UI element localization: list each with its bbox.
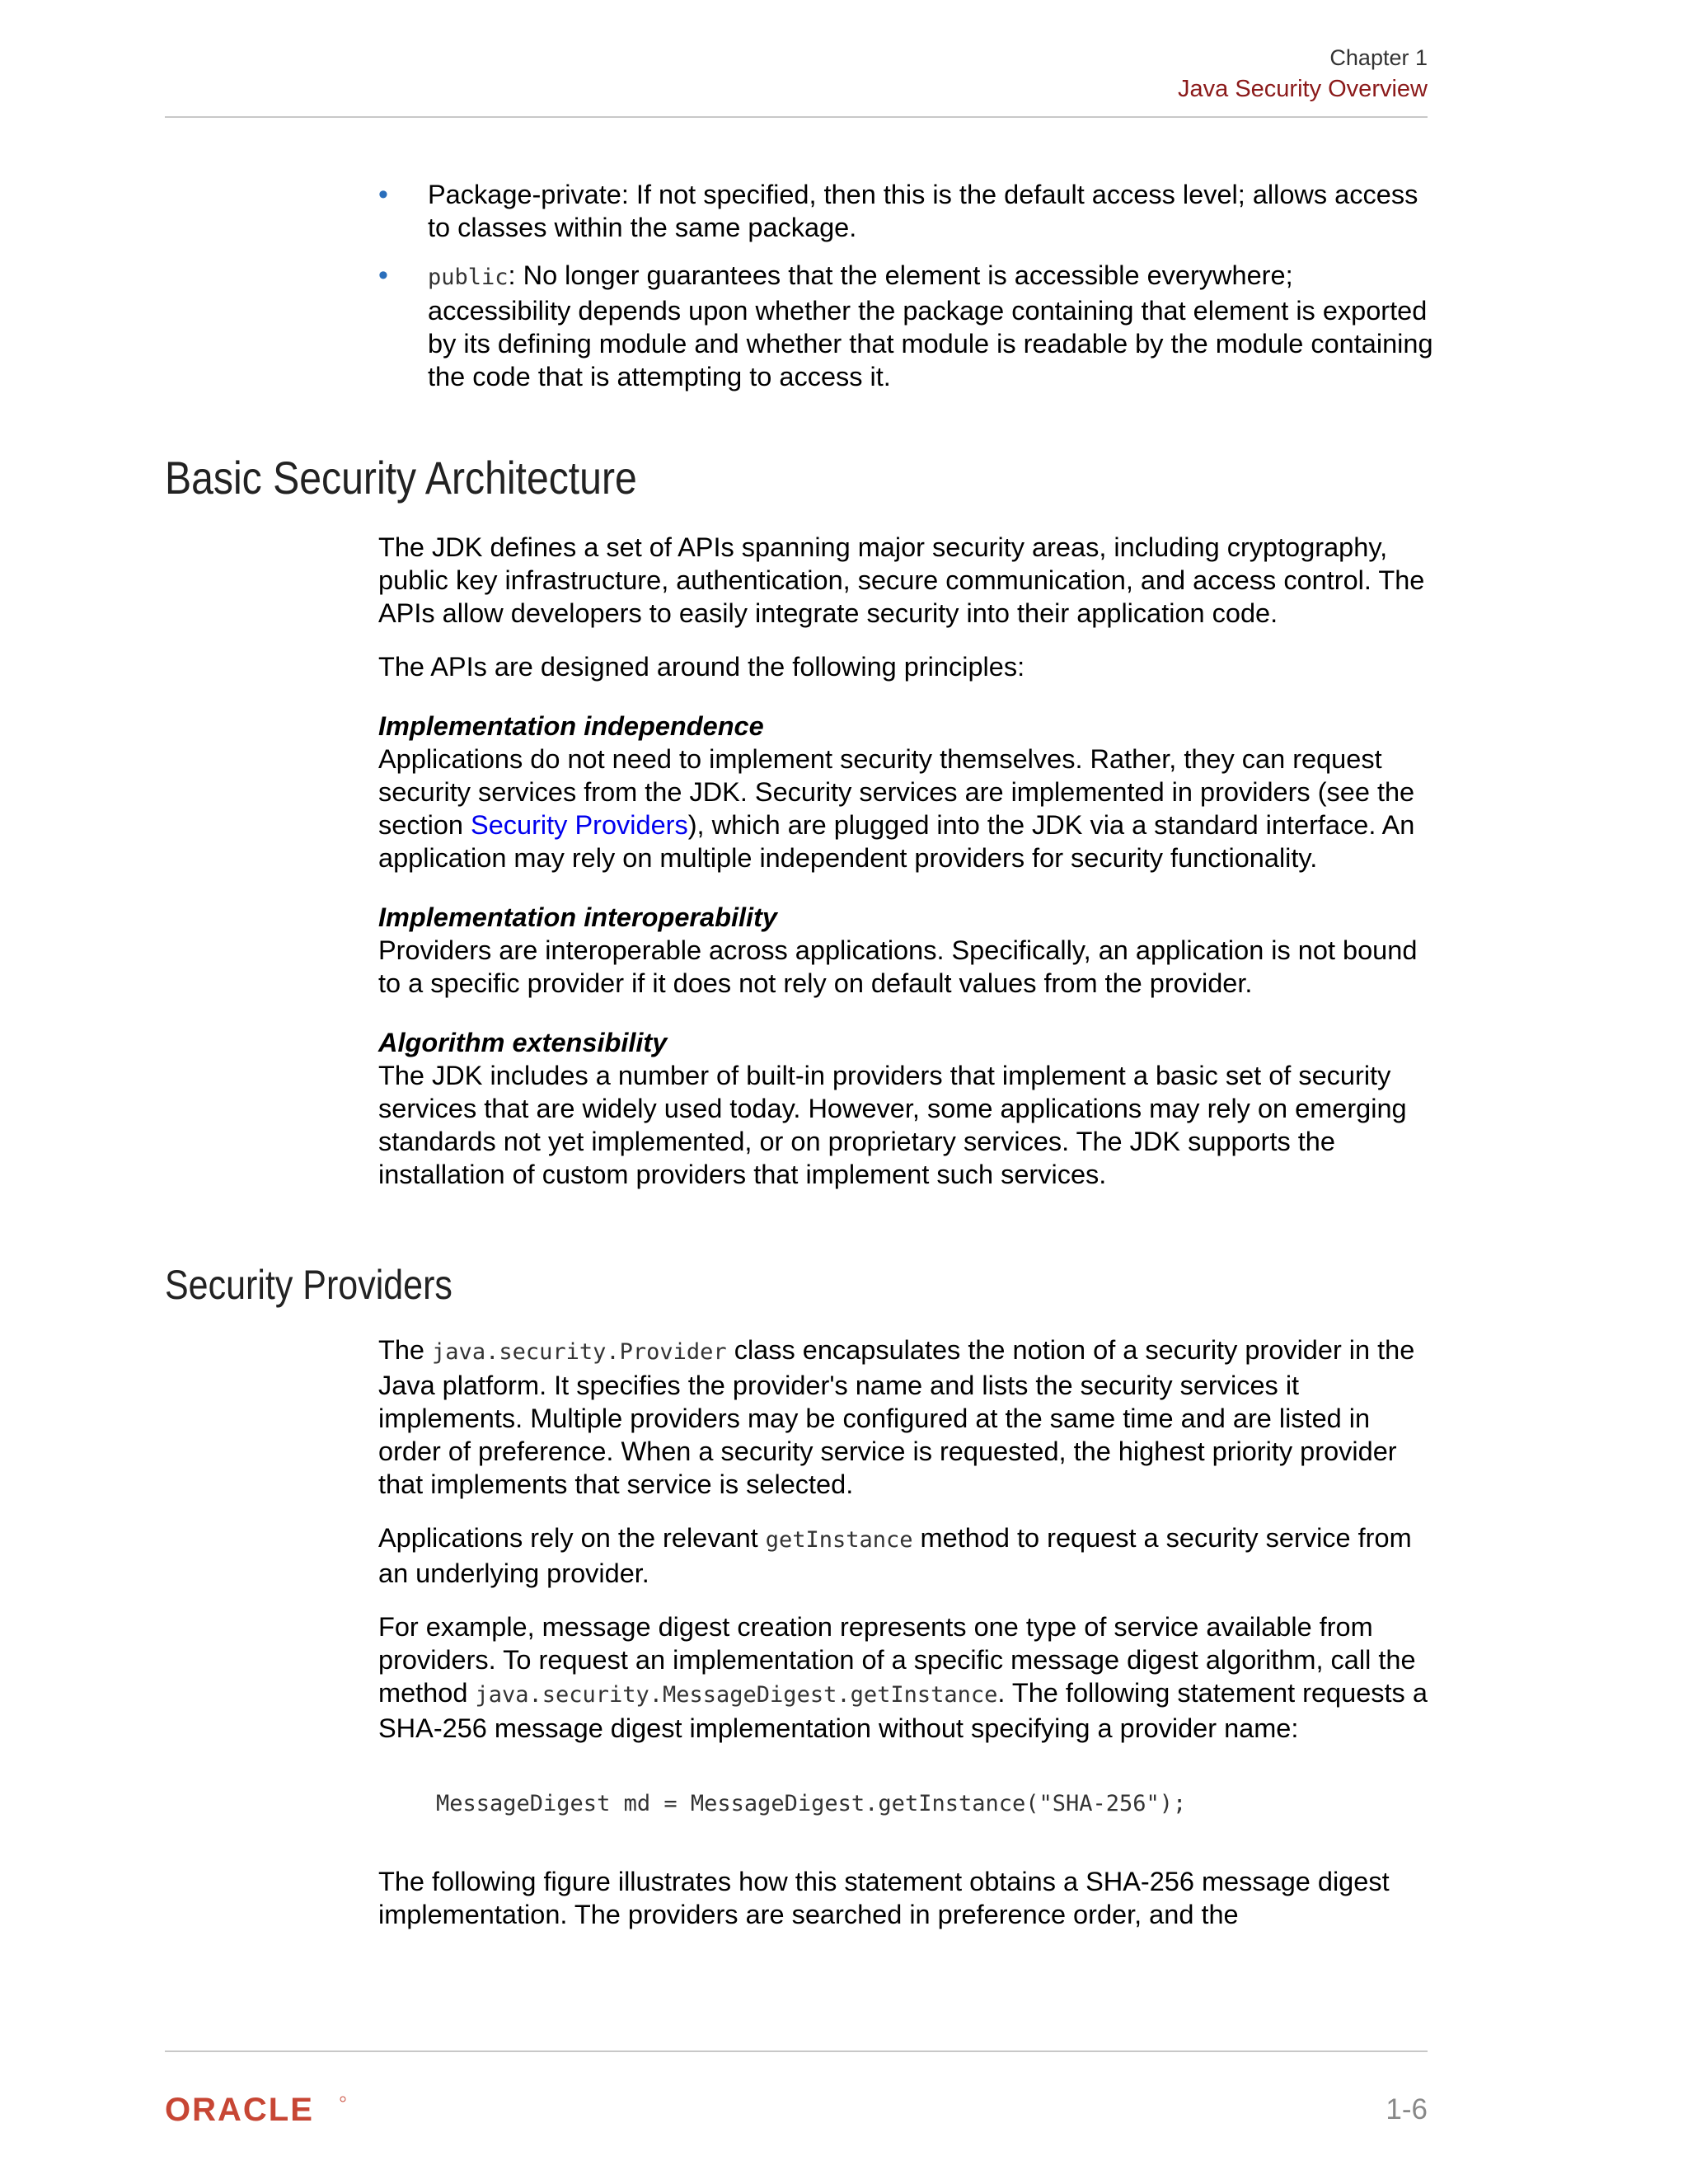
paragraph: The following figure illustrates how this statement obtains a SHA-256 message digest implementation. The providers are searched in preference order, and the xyxy=(378,1867,1390,1929)
chapter-label: Chapter 1 xyxy=(1329,45,1428,70)
paragraph xyxy=(378,1333,1433,1501)
paragraph xyxy=(378,1610,1433,1745)
security-providers-link[interactable]: Security Providers xyxy=(471,810,688,840)
principle-item xyxy=(378,1026,1433,1191)
paragraph xyxy=(378,1521,1433,1590)
bullet-icon: • xyxy=(378,179,388,210)
page-header xyxy=(1178,43,1428,105)
principle-item xyxy=(378,901,1433,1000)
text: method to request a security service from an underlying provider. xyxy=(378,1523,1412,1588)
section-security-providers xyxy=(378,1333,1433,1952)
inline-code: public xyxy=(428,265,509,290)
access-level-list xyxy=(378,178,1433,408)
principle-definition: Providers are interoperable across applications. Specifically, an application is not bound to a specific provider if it does not rely on default values from the provider. xyxy=(378,935,1418,998)
bullet-text: : No longer guarantees that the element is accessible everywhere; accessibility depends upon whether the package containing that element is exported by its defining module and whether that module is readable by the module containing the code that is attempting to access it. xyxy=(428,260,1433,391)
oracle-logo xyxy=(165,2095,354,2127)
paragraph: The APIs are designed around the following principles: xyxy=(378,652,1025,682)
principle-definition: The JDK includes a number of built-in providers that implement a basic set of security services that are widely used today. However, some applications may rely on emerging standards not yet implemented, or on proprietary services. The JDK supports the installation of custom providers that implement such services. xyxy=(378,1061,1407,1189)
principle-term: Implementation interoperability xyxy=(378,902,777,932)
bullet-text: : If not specified, then this is the default access level; allows access to classes within the same package. xyxy=(428,180,1418,242)
section-heading-security-providers: Security Providers xyxy=(165,1262,452,1308)
definition-text: Applications do not need to implement security themselves. Rather, they can request security services from the JDK. Security services are implemented in providers (see the section xyxy=(378,744,1415,840)
text: For example, message digest creation represents one type of service available from providers. To request an implementation of a specific message digest algorithm, call the method xyxy=(378,1612,1416,1708)
inline-code: java.security.Provider xyxy=(432,1339,727,1365)
page-number: 1-6 xyxy=(1386,2093,1428,2125)
text: Applications rely on the relevant xyxy=(378,1523,766,1553)
bullet-icon: • xyxy=(378,260,388,291)
section-heading-basic-security-architecture: Basic Security Architecture xyxy=(165,452,637,504)
code-block: MessageDigest md = MessageDigest.getInstance("SHA-256"); xyxy=(436,1791,1187,1816)
list-item xyxy=(378,178,1433,244)
paragraph: The JDK defines a set of APIs spanning major security areas, including cryptography, public key infrastructure, authentication, secure communication, and access control. The APIs allow developers to easily integrate security into their application code. xyxy=(378,532,1425,628)
principle-term: Implementation independence xyxy=(378,711,764,741)
footer-divider xyxy=(165,2050,1428,2052)
principle-item xyxy=(378,710,1433,874)
section-basic-security-architecture xyxy=(378,531,1433,1217)
text: . The following statement requests a SHA-256 message digest implementation without specifying a provider name: xyxy=(378,1678,1428,1743)
list-item xyxy=(378,259,1433,393)
text: class encapsulates the notion of a security provider in the Java platform. It specifies the provider's name and lists the security services it implements. Multiple providers may be configured at the same time and are listed in order of preference. When a security service is requested, the highest priority provider that implements that service is selected. xyxy=(378,1335,1415,1499)
header-divider xyxy=(165,116,1428,118)
text: The xyxy=(378,1335,433,1365)
principle-definition xyxy=(378,743,1433,874)
logo-text: ORACLE xyxy=(165,2095,314,2123)
inline-code: java.security.MessageDigest.getInstance xyxy=(475,1682,998,1708)
principle-term: Algorithm extensibility xyxy=(378,1028,668,1057)
chapter-title: Java Security Overview xyxy=(1178,76,1428,102)
bullet-lead: Package-private xyxy=(428,180,621,209)
inline-code: getInstance xyxy=(765,1527,913,1553)
definition-text: ), which are plugged into the JDK via a standard interface. An application may rely on multiple independent providers for security functionality. xyxy=(378,810,1415,873)
